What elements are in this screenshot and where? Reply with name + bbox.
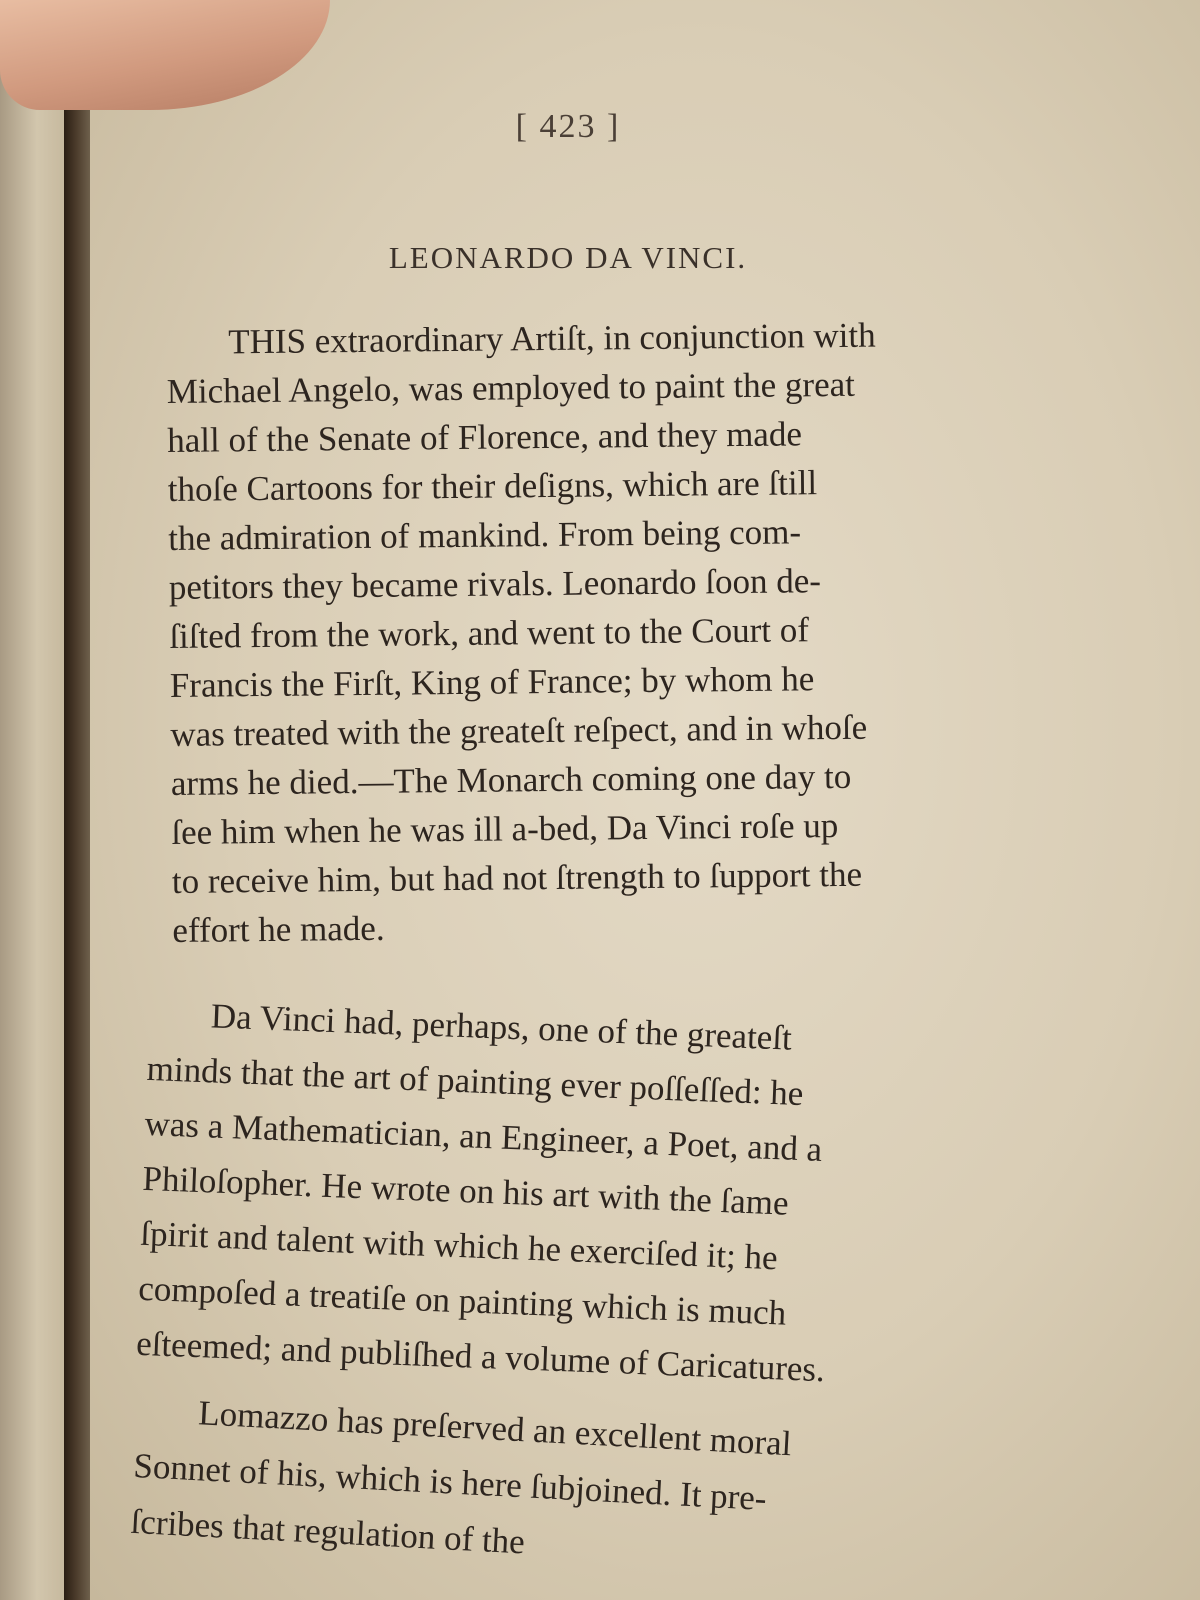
text-line: Michael Angelo, was employed to paint the great <box>166 364 856 411</box>
text-line: eſteemed; and publiſhed a volume of Caricatures. <box>135 1323 826 1390</box>
text-line: Francis the Firſt, King of France; by whom he <box>169 659 815 705</box>
text-line: thoſe Cartoons for their deſigns, which are ſtill <box>167 463 818 509</box>
chapter-heading: LEONARDO DA VINCI. <box>388 240 748 275</box>
text-line: arms he died.—The Monarch coming one day to <box>170 756 852 803</box>
text-line: ſee him when he was ill a-bed, Da Vinci roſe up <box>171 805 839 852</box>
text-line: ſpirit and talent with which he exerciſed it; he <box>139 1213 779 1278</box>
text-line: minds that the art of painting ever poſſeſſed: he <box>146 1048 805 1114</box>
text-line: Lomazzo has preſerved an excellent moral <box>197 1393 793 1464</box>
book-page <box>88 0 1200 1600</box>
paragraph-2 <box>135 986 929 1401</box>
text-line: the admiration of mankind. From being com- <box>168 512 802 558</box>
text-line: effort he made. <box>172 908 385 950</box>
text-line: Sonnet of his, which is here ſubjoined. It pre- <box>132 1445 768 1519</box>
page-number: [ 423 ] <box>515 108 621 145</box>
text-line: THIS extraordinary Artiſt, in conjunction with <box>228 315 876 362</box>
text-line: petitors they became rivals. Leonardo ſoon de- <box>168 561 822 607</box>
page-text <box>88 0 1200 1600</box>
paragraph-1 <box>166 310 943 955</box>
text-line: was treated with the greateſt reſpect, and in whoſe <box>170 707 868 754</box>
paragraph-3 <box>129 1382 917 1591</box>
text-line: Da Vinci had, perhaps, one of the greateſt <box>210 996 793 1058</box>
text-line: compoſed a treatiſe on painting which is much <box>137 1268 787 1333</box>
text-line: hall of the Senate of Florence, and they made <box>167 414 803 460</box>
text-line: ſiſted from the work, and went to the Court of <box>169 610 810 656</box>
text-line: to receive him, but had not ſtrength to ſupport the <box>171 854 863 901</box>
book-gutter <box>64 0 90 1600</box>
text-line: ſcribes that regulation of the <box>129 1501 526 1562</box>
text-line: was a Mathematician, an Engineer, a Poet, and a <box>143 1103 823 1169</box>
text-line: Philoſopher. He wrote on his art with the ſame <box>141 1158 790 1223</box>
